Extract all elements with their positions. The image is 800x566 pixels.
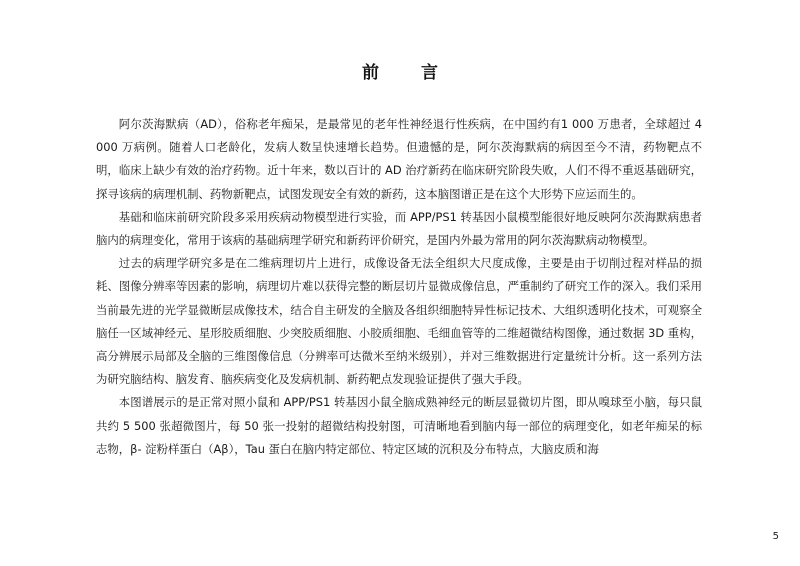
paragraph-1: 阿尔茨海默病（AD），俗称老年痴呆，是最常见的老年性神经退行性疾病，在中国约有1 000 万患者，全球超过 4 000 万病例。随着人口老龄化，发病人数呈快速增长趋势。但遗憾的是，阿尔茨海默病的病因至今不清，药物靶点不明，临床上缺少有效的治疗药物。近十年来，数以百计的 AD 治疗新药在临床研究阶段失败，人们不得不重返基础研究，探寻该病的病理机制、药物新靶点，试图发现安全有效的新药，这本脑图谱正是在这个大形势下应运而生的。 <box>96 117 702 201</box>
paragraph-3: 过去的病理学研究多是在二维病理切片上进行，成像设备无法全组织大尺度成像，主要是由于切削过程对样品的损耗、图像分辨率等因素的影响，病理切片难以获得完整的断层切片显微成像信息，严重制约了研究工作的深入。我们采用当前最先进的光学显微断层成像技术，结合自主研发的全脑及各组织细胞特异性标记技术、大组织透明化技术，可观察全脑任一区域神经元、星形胶质细胞、少突胶质细胞、小胶质细胞、毛细血管等的二维超微结构图像，通过数据 3D 重构，高分辨展示局部及全脑的三维图像信息（分辨率可达微米至纳米级别），并对三维数据进行定量统计分析。这一系列方法为研究脑结构、脑发育、脑疾病变化及发病机制、新药靶点发现验证提供了强大手段。 <box>96 256 702 387</box>
paragraph-4: 本图谱展示的是正常对照小鼠和 APP/PS1 转基因小鼠全脑成熟神经元的断层显微切片图，即从嗅球至小脑，每只鼠共约 5 500 张超微图片，每 50 张一投射的超微结构投射图，可清晰地看到脑内每一部位的病理变化，如老年痴呆的标志物，β- 淀粉样蛋白（Aβ），Tau 蛋白在脑内特定部位、特定区域的沉积及分布特点，大脑皮质和海 <box>96 395 702 456</box>
page-number: 5 <box>772 531 779 542</box>
paragraph-2: 基础和临床前研究阶段多采用疾病动物模型进行实验，而 APP/PS1 转基因小鼠模型能很好地反映阿尔茨海默病患者脑内的病理变化，常用于该病的基础病理学研究和新药评价研究，是国内外最为常用的阿尔茨海默病动物模型。 <box>96 209 702 248</box>
page-title: 前 言 <box>362 63 456 83</box>
body-text <box>96 113 702 461</box>
